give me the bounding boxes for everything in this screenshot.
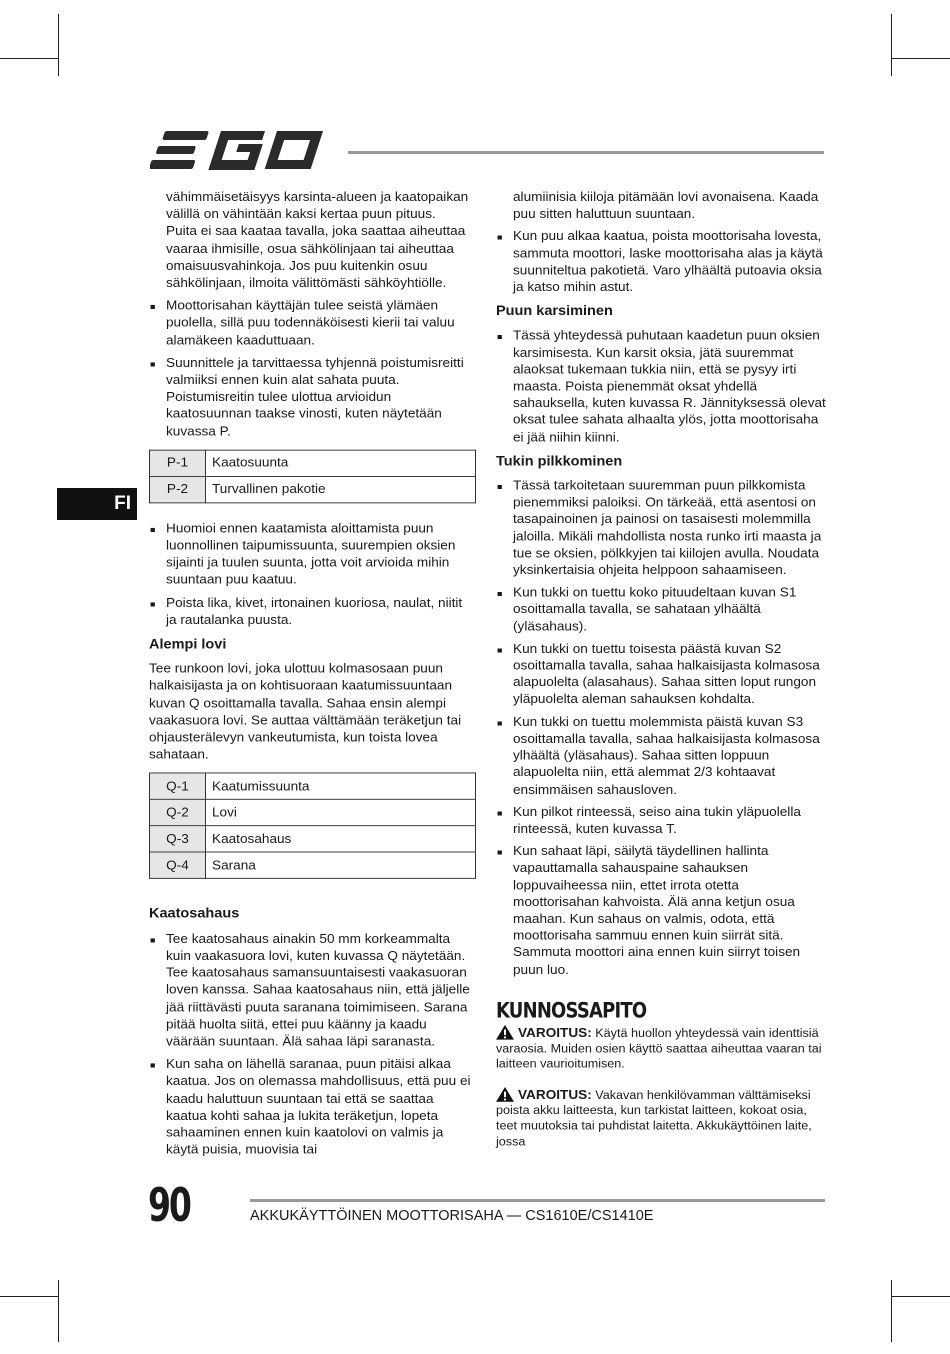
- language-tab: FI: [57, 488, 137, 520]
- bullet-list: [149, 930, 476, 1158]
- table-code: P-2: [150, 476, 206, 502]
- crop-mark: [891, 1280, 892, 1342]
- bullet-list: [149, 297, 476, 440]
- crop-mark: [0, 58, 58, 59]
- bullet-list: [149, 520, 476, 628]
- table-row: [150, 476, 476, 502]
- warning-block: [496, 1025, 826, 1072]
- table-row: [150, 852, 476, 878]
- crop-mark: [0, 1296, 58, 1297]
- table-code: Q-3: [150, 826, 206, 852]
- intro-text: Puita ei saa kaataa tavalla, joka saattaa aiheuttaa vaaraa ihmisille, osua sähkölinjaan tai aiheuttaa omaisuusvahinkoja. Jos puu kuitenkin osuu sähkölinjaan, ilmoita välittömästi sähköyhtiölle.: [166, 224, 466, 290]
- crop-mark: [58, 1280, 59, 1342]
- warning-text: Vakavan henkilövamman välttämiseksi poista akku laitteesta, kun tarkistat laitteen, kokoat osia, teet muutoksia tai puhdistat laitetta. Akkukäyttöinen laite, jossa: [496, 1088, 812, 1148]
- table-label: Lovi: [206, 800, 476, 826]
- list-item: ■ Moottorisahan käyttäjän tulee seistä ylämäen puolella, sillä puu todennäköisesti kierii tai valuu alamäkeen kaaduttuaan.: [149, 297, 476, 348]
- footer-title: AKKUKÄYTTÖINEN MOOTTORISAHA — CS1610E/CS1410E: [250, 1208, 654, 1224]
- list-item: ■ Kun tukki on tuettu koko pituudeltaan kuvan S1 osoittamalla tavalla, se sahataan ylhäältä (yläsahaus).: [496, 584, 826, 635]
- paragraph: Tee runkoon lovi, joka ulottuu kolmasosaan puun halkaisijasta ja on kohtisuoraan kaatumissuuntaan kuvan Q osoittamalla tavalla. Sahaa ensin alempi vaakasuora lovi. Se auttaa välttämään teräketjun tai ohjausterälevyn vankeutumista, kun toista lovea sahataan.: [149, 661, 462, 762]
- section-title: KUNNOSSAPITO: [496, 998, 647, 1023]
- warning-label: VAROITUS:: [518, 1025, 592, 1040]
- list-item: ■ Tee kaatosahaus ainakin 50 mm korkeammalta kuin vaakasuora lovi, kuten kuvassa Q näytetään. Tee kaatosahaus samansuuntaisesti vaakasuoran loven kanssa. Sahaa kaatosahaus niin, että jäljelle jää riittävästi puuta saranana toimimiseen. Sarana pitää huolta siitä, ettei puu käänny ja kaadu väärään suuntaan. Älä sahaa läpi saranasta.: [149, 930, 476, 1050]
- warning-icon: [496, 1025, 514, 1040]
- list-item: ■ Poista lika, kivet, irtonainen kuoriosa, naulat, niitit ja rautalanka puusta.: [149, 594, 476, 628]
- list-item: ■ Tässä yhteydessä puhutaan kaadetun puun oksien karsimisesta. Kun karsit oksia, jätä suuremmat alaoksat tukemaan tukkia niin, että se pysyy irti maasta. Poista pienemmät oksat yhdellä sahauksella, kuten kuvassa R. Jännityksessä olevat oksat tulee sahata alhaalta ylös, jotta moottorisaha ei jää niihin kiinni.: [496, 328, 826, 446]
- list-item: ■ Kun sahaat läpi, säilytä täydellinen hallinta vapauttamalla sahauspaine sahauksen loppuvaiheessa niin, ettet irrota otetta moottorisahan kahvoista. Älä anna ketjun osua maahan. Kun sahaus on valmis, odota, että moottorisaha sammuu ennen kuin siirrät sitä. Sammuta moottori aina ennen kuin siirryt toisen puun luo.: [496, 843, 826, 978]
- list-item: ■ Kun puu alkaa kaatua, poista moottorisaha lovesta, sammuta moottori, laske moottorisaha alas ja käytä suunniteltua pakotietä. Varo ylhäältä putoavia oksia ja katso mihin astut.: [496, 228, 826, 296]
- bullet-list: [496, 228, 826, 296]
- table-code: Q-4: [150, 852, 206, 878]
- warning-text: Käytä huollon yhteydessä vain identtisiä varaosia. Muiden osien käyttö saattaa aiheuttaa vaaran tai laitteen vaurioitumisen.: [496, 1026, 822, 1071]
- legend-table-p: [149, 450, 476, 504]
- intro-text: vähimmäisetäisyys karsinta-alueen ja kaatopaikan välillä on vähintään kaksi kertaa puun pituus.: [166, 189, 469, 222]
- table-label: Turvallinen pakotie: [206, 476, 476, 502]
- footer-rule: [250, 1199, 825, 1202]
- section-heading: Tukin pilkkominen: [496, 454, 623, 470]
- warning-icon: [496, 1087, 514, 1102]
- warning-block: [496, 1087, 826, 1150]
- list-item: ■ Kun saha on lähellä saranaa, puun pitäisi alkaa kaatua. Jos on olemassa mahdollisuus, että puu ei kaadu haluttuun suuntaan tai että se saattaa kaatua kohti sahaa ja lukita teräketjun, lopeta sahaaminen ennen kuin kaatolovi on valmis ja käytä puisia, muovisia tai: [149, 1056, 476, 1159]
- right-column: [496, 189, 826, 1164]
- warning-label: VAROITUS:: [518, 1087, 592, 1102]
- bullet-list: [496, 328, 826, 446]
- crop-mark: [892, 1296, 950, 1297]
- left-column: [149, 189, 476, 1164]
- table-label: Kaatumissuunta: [206, 773, 476, 799]
- table-row: [150, 450, 476, 476]
- paragraph: alumiinisia kiiloja pitämään lovi avonaisena. Kaada puu sitten haluttuun suuntaan.: [513, 189, 819, 221]
- table-row: [150, 800, 476, 826]
- table-code: Q-2: [150, 800, 206, 826]
- table-label: Sarana: [206, 852, 476, 878]
- section-heading: Puun karsiminen: [496, 304, 613, 320]
- bullet-list: [496, 478, 826, 979]
- list-item: ■ Huomioi ennen kaatamista aloittamista puun luonnollinen taipumissuunta, suurempien oksien sijainti ja tuulen suunta, jotta voit arvioida mihin suuntaan puu kaatuu.: [149, 520, 476, 589]
- table-code: Q-1: [150, 773, 206, 799]
- list-item: ■ Kun pilkot rinteessä, seiso aina tukin yläpuolella rinteessä, kuten kuvassa T.: [496, 804, 826, 838]
- header-rule: [348, 151, 824, 154]
- table-code: P-1: [150, 450, 206, 476]
- table-label: Kaatosuunta: [206, 450, 476, 476]
- table-label: Kaatosahaus: [206, 826, 476, 852]
- legend-table-q: [149, 773, 476, 879]
- ego-logo: [150, 128, 332, 172]
- section-heading: Kaatosahaus: [149, 906, 240, 922]
- page-number: 90: [148, 1178, 190, 1232]
- crop-mark: [891, 14, 892, 76]
- section-heading: Alempi lovi: [149, 637, 227, 653]
- table-row: [150, 773, 476, 799]
- list-item: ■ Tässä tarkoitetaan suuremman puun pilkkomista pienemmiksi paloiksi. On tärkeää, että asentosi on tasapainoinen ja painosi on tasaisesti molemmilla jaloilla. Mikäli mahdollista nosta runko irti maasta ja tue se oksien, pölkkyjen tai kiilojen avulla. Noudata yksinkertaisia ohjeita helppoon sahaamiseen.: [496, 478, 826, 579]
- crop-mark: [58, 14, 59, 76]
- list-item: ■ Kun tukki on tuettu toisesta päästä kuvan S2 osoittamalla tavalla, sahaa halkaisijasta kolmasosa alapuolelta (alasahaus). Sahaa sitten loput rungon yläpuolelta aleman sahauksen kohdalta.: [496, 641, 826, 709]
- list-item: ■ Suunnittele ja tarvittaessa tyhjennä poistumisreitti valmiiksi ennen kuin alat sahata puuta. Poistumisreitin tulee ulottua arvioidun kaatosuunnan taakse vinosti, kuten näytetään kuvassa P.: [149, 354, 476, 440]
- crop-mark: [892, 58, 950, 59]
- table-row: [150, 826, 476, 852]
- list-item: ■ Kun tukki on tuettu molemmista päistä kuvan S3 osoittamalla tavalla, sahaa halkaisijasta kolmasosa ylhäältä (yläsahaus). Sahaa sitten loppuun alapuolelta niin, että alemmat 2/3 kohtaavat ensimmäisen sahausloven.: [496, 714, 826, 798]
